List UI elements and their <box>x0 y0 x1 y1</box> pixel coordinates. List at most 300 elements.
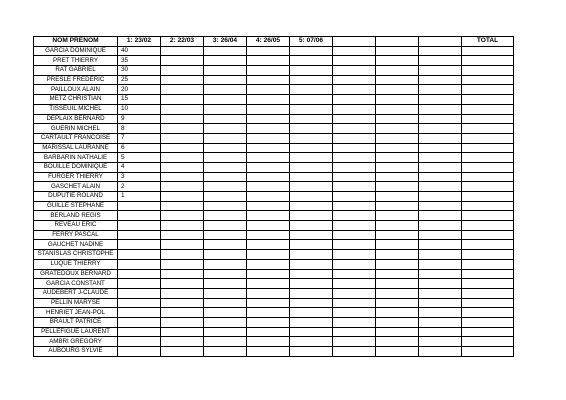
row-total-cell <box>462 153 514 163</box>
table-row <box>34 85 514 95</box>
row-score-cell <box>118 298 161 308</box>
row-empty-cell <box>161 250 204 260</box>
row-empty-cell <box>290 143 333 153</box>
table-row <box>34 75 514 85</box>
row-empty-cell <box>419 298 462 308</box>
row-score-cell <box>118 230 161 240</box>
row-empty-cell <box>247 337 290 347</box>
row-empty-cell <box>161 66 204 76</box>
row-empty-cell <box>376 95 419 105</box>
row-empty-cell <box>290 85 333 95</box>
row-empty-cell <box>419 317 462 327</box>
table-row <box>34 95 514 105</box>
row-empty-cell <box>290 66 333 76</box>
row-empty-cell <box>419 114 462 124</box>
row-empty-cell <box>247 230 290 240</box>
row-empty-cell <box>290 162 333 172</box>
row-empty-cell <box>290 279 333 289</box>
row-empty-cell <box>204 162 247 172</box>
row-empty-cell <box>333 308 376 318</box>
row-score-cell: 8 <box>118 124 161 134</box>
row-empty-cell <box>376 133 419 143</box>
row-empty-cell <box>376 192 419 202</box>
row-empty-cell <box>376 240 419 250</box>
row-score-cell <box>118 317 161 327</box>
table-row <box>34 279 514 289</box>
row-empty-cell <box>376 279 419 289</box>
row-empty-cell <box>419 240 462 250</box>
row-empty-cell <box>204 75 247 85</box>
row-empty-cell <box>376 347 419 357</box>
row-empty-cell <box>290 259 333 269</box>
row-name-cell: HENRIET JEAN-POL <box>34 308 118 318</box>
row-empty-cell <box>247 85 290 95</box>
row-empty-cell <box>247 288 290 298</box>
row-empty-cell <box>247 259 290 269</box>
table-row <box>34 230 514 240</box>
row-empty-cell <box>290 104 333 114</box>
row-empty-cell <box>161 75 204 85</box>
row-empty-cell <box>247 114 290 124</box>
row-empty-cell <box>419 192 462 202</box>
row-empty-cell <box>204 269 247 279</box>
row-empty-cell <box>333 259 376 269</box>
row-empty-cell <box>419 337 462 347</box>
row-score-cell <box>118 337 161 347</box>
row-empty-cell <box>290 211 333 221</box>
row-empty-cell <box>333 269 376 279</box>
row-score-cell <box>118 269 161 279</box>
row-empty-cell <box>376 211 419 221</box>
table-body <box>34 46 514 356</box>
row-empty-cell <box>290 56 333 66</box>
row-empty-cell <box>419 95 462 105</box>
row-empty-cell <box>247 95 290 105</box>
header-blank-1 <box>333 37 376 47</box>
row-empty-cell <box>376 269 419 279</box>
row-total-cell <box>462 221 514 231</box>
row-empty-cell <box>161 201 204 211</box>
row-empty-cell <box>376 66 419 76</box>
row-empty-cell <box>290 114 333 124</box>
row-empty-cell <box>290 230 333 240</box>
row-empty-cell <box>333 279 376 289</box>
row-empty-cell <box>290 269 333 279</box>
row-empty-cell <box>247 162 290 172</box>
row-empty-cell <box>376 143 419 153</box>
row-empty-cell <box>290 347 333 357</box>
row-score-cell: 15 <box>118 95 161 105</box>
row-empty-cell <box>204 124 247 134</box>
row-total-cell <box>462 211 514 221</box>
row-empty-cell <box>290 337 333 347</box>
row-empty-cell <box>204 201 247 211</box>
row-empty-cell <box>247 66 290 76</box>
row-empty-cell <box>247 56 290 66</box>
row-empty-cell <box>290 240 333 250</box>
row-empty-cell <box>247 250 290 260</box>
row-empty-cell <box>419 279 462 289</box>
row-empty-cell <box>290 192 333 202</box>
row-empty-cell <box>376 288 419 298</box>
row-empty-cell <box>247 279 290 289</box>
row-empty-cell <box>204 114 247 124</box>
row-empty-cell <box>247 124 290 134</box>
row-empty-cell <box>247 327 290 337</box>
row-empty-cell <box>376 85 419 95</box>
row-empty-cell <box>376 317 419 327</box>
table-row <box>34 308 514 318</box>
row-empty-cell <box>161 279 204 289</box>
row-empty-cell <box>333 133 376 143</box>
row-empty-cell <box>247 269 290 279</box>
row-empty-cell <box>419 347 462 357</box>
row-empty-cell <box>419 259 462 269</box>
row-empty-cell <box>333 347 376 357</box>
row-empty-cell <box>161 221 204 231</box>
row-empty-cell <box>247 172 290 182</box>
row-empty-cell <box>247 221 290 231</box>
row-empty-cell <box>376 182 419 192</box>
table-row <box>34 182 514 192</box>
row-empty-cell <box>204 347 247 357</box>
row-empty-cell <box>333 104 376 114</box>
row-name-cell: AUBOURG SYLVIE <box>34 347 118 357</box>
row-total-cell <box>462 124 514 134</box>
row-name-cell: BOUILLE DOMINIQUE <box>34 162 118 172</box>
row-empty-cell <box>290 298 333 308</box>
row-name-cell: GARCIA DOMINIQUE <box>34 46 118 56</box>
row-empty-cell <box>290 201 333 211</box>
table-row <box>34 288 514 298</box>
row-empty-cell <box>204 153 247 163</box>
row-score-cell: 5 <box>118 153 161 163</box>
row-empty-cell <box>290 95 333 105</box>
row-empty-cell <box>419 75 462 85</box>
row-empty-cell <box>161 56 204 66</box>
row-empty-cell <box>247 201 290 211</box>
row-empty-cell <box>419 269 462 279</box>
row-name-cell: PELLIN MARYSE <box>34 298 118 308</box>
table-row <box>34 46 514 56</box>
row-empty-cell <box>161 162 204 172</box>
row-total-cell <box>462 104 514 114</box>
row-empty-cell <box>161 104 204 114</box>
row-empty-cell <box>419 211 462 221</box>
row-empty-cell <box>419 104 462 114</box>
row-name-cell: GUERIN MICHEL <box>34 124 118 134</box>
row-empty-cell <box>204 192 247 202</box>
row-score-cell: 4 <box>118 162 161 172</box>
row-empty-cell <box>161 133 204 143</box>
row-total-cell <box>462 172 514 182</box>
row-score-cell <box>118 288 161 298</box>
table-row <box>34 172 514 182</box>
row-empty-cell <box>204 337 247 347</box>
row-empty-cell <box>161 337 204 347</box>
header-blank-3 <box>419 37 462 47</box>
row-score-cell: 6 <box>118 143 161 153</box>
row-empty-cell <box>419 250 462 260</box>
header-blank-2 <box>376 37 419 47</box>
row-total-cell <box>462 85 514 95</box>
row-empty-cell <box>247 298 290 308</box>
row-total-cell <box>462 347 514 357</box>
row-total-cell <box>462 75 514 85</box>
row-name-cell: FURGER THIERRY <box>34 172 118 182</box>
row-empty-cell <box>204 230 247 240</box>
row-empty-cell <box>247 153 290 163</box>
row-empty-cell <box>204 240 247 250</box>
row-empty-cell <box>333 221 376 231</box>
row-total-cell <box>462 298 514 308</box>
row-score-cell: 40 <box>118 46 161 56</box>
row-total-cell <box>462 192 514 202</box>
row-empty-cell <box>161 347 204 357</box>
row-empty-cell <box>161 317 204 327</box>
row-empty-cell <box>333 298 376 308</box>
table-row <box>34 153 514 163</box>
row-score-cell: 25 <box>118 75 161 85</box>
row-empty-cell <box>333 240 376 250</box>
header-total: TOTAL <box>462 37 514 47</box>
row-empty-cell <box>290 308 333 318</box>
row-empty-cell <box>376 230 419 240</box>
row-name-cell: REVEAU ERIC <box>34 221 118 231</box>
row-empty-cell <box>333 192 376 202</box>
row-name-cell: DUPUTIE ROLAND <box>34 192 118 202</box>
row-empty-cell <box>419 182 462 192</box>
table-row <box>34 114 514 124</box>
table-row <box>34 192 514 202</box>
row-name-cell: PELLEFIGUE LAURENT <box>34 327 118 337</box>
row-empty-cell <box>161 269 204 279</box>
row-empty-cell <box>161 327 204 337</box>
row-score-cell: 9 <box>118 114 161 124</box>
row-empty-cell <box>419 143 462 153</box>
row-empty-cell <box>376 221 419 231</box>
row-name-cell: FERRY PASCAL <box>34 230 118 240</box>
row-name-cell: TISSEUIL MICHEL <box>34 104 118 114</box>
table-row <box>34 250 514 260</box>
row-name-cell: PAILLOUX ALAIN <box>34 85 118 95</box>
row-score-cell: 30 <box>118 66 161 76</box>
row-empty-cell <box>204 279 247 289</box>
row-empty-cell <box>290 124 333 134</box>
row-empty-cell <box>376 201 419 211</box>
header-date-5: 5: 07/06 <box>290 37 333 47</box>
row-total-cell <box>462 269 514 279</box>
row-empty-cell <box>161 211 204 221</box>
row-empty-cell <box>161 240 204 250</box>
row-empty-cell <box>290 133 333 143</box>
row-empty-cell <box>290 317 333 327</box>
row-empty-cell <box>333 172 376 182</box>
row-empty-cell <box>204 308 247 318</box>
row-total-cell <box>462 327 514 337</box>
table-row <box>34 66 514 76</box>
table-row <box>34 317 514 327</box>
row-empty-cell <box>161 172 204 182</box>
row-empty-cell <box>161 308 204 318</box>
row-empty-cell <box>204 46 247 56</box>
table-row <box>34 124 514 134</box>
row-total-cell <box>462 259 514 269</box>
row-empty-cell <box>333 201 376 211</box>
row-empty-cell <box>419 133 462 143</box>
row-name-cell: DEPLAIX BERNARD <box>34 114 118 124</box>
row-total-cell <box>462 240 514 250</box>
header-row <box>34 37 514 47</box>
row-total-cell <box>462 337 514 347</box>
row-empty-cell <box>204 259 247 269</box>
table-row <box>34 298 514 308</box>
row-empty-cell <box>376 337 419 347</box>
row-total-cell <box>462 308 514 318</box>
row-score-cell: 1 <box>118 192 161 202</box>
row-total-cell <box>462 95 514 105</box>
row-empty-cell <box>419 66 462 76</box>
row-empty-cell <box>419 172 462 182</box>
row-score-cell <box>118 279 161 289</box>
row-empty-cell <box>376 75 419 85</box>
row-total-cell <box>462 279 514 289</box>
row-empty-cell <box>247 308 290 318</box>
row-empty-cell <box>376 124 419 134</box>
row-score-cell: 35 <box>118 56 161 66</box>
row-empty-cell <box>419 308 462 318</box>
row-empty-cell <box>247 104 290 114</box>
row-name-cell: GRATEDOUX BERNARD <box>34 269 118 279</box>
row-name-cell: RAT GABRIEL <box>34 66 118 76</box>
row-empty-cell <box>204 182 247 192</box>
row-empty-cell <box>419 201 462 211</box>
row-empty-cell <box>419 153 462 163</box>
row-empty-cell <box>419 230 462 240</box>
row-empty-cell <box>290 288 333 298</box>
row-score-cell <box>118 308 161 318</box>
row-empty-cell <box>204 85 247 95</box>
table-row <box>34 337 514 347</box>
row-name-cell: GASCHET ALAIN <box>34 182 118 192</box>
row-empty-cell <box>247 211 290 221</box>
row-empty-cell <box>376 250 419 260</box>
row-empty-cell <box>376 114 419 124</box>
row-empty-cell <box>247 46 290 56</box>
table-row <box>34 259 514 269</box>
row-empty-cell <box>376 56 419 66</box>
row-empty-cell <box>290 75 333 85</box>
row-empty-cell <box>419 327 462 337</box>
row-empty-cell <box>161 259 204 269</box>
row-empty-cell <box>419 288 462 298</box>
row-total-cell <box>462 288 514 298</box>
row-name-cell: AMBRI GREGORY <box>34 337 118 347</box>
row-total-cell <box>462 182 514 192</box>
row-name-cell: PRET THIERRY <box>34 56 118 66</box>
row-empty-cell <box>419 56 462 66</box>
row-empty-cell <box>333 162 376 172</box>
row-empty-cell <box>204 250 247 260</box>
row-empty-cell <box>161 298 204 308</box>
row-total-cell <box>462 114 514 124</box>
row-empty-cell <box>204 143 247 153</box>
row-name-cell: GAUCHET NADINE <box>34 240 118 250</box>
row-empty-cell <box>204 95 247 105</box>
row-empty-cell <box>333 317 376 327</box>
row-name-cell: AUDEBERT J-CLAUDE <box>34 288 118 298</box>
row-score-cell <box>118 211 161 221</box>
row-empty-cell <box>161 46 204 56</box>
row-empty-cell <box>161 182 204 192</box>
row-empty-cell <box>247 317 290 327</box>
row-empty-cell <box>376 46 419 56</box>
row-empty-cell <box>333 56 376 66</box>
row-score-cell: 20 <box>118 85 161 95</box>
row-empty-cell <box>419 124 462 134</box>
row-empty-cell <box>247 75 290 85</box>
row-empty-cell <box>376 172 419 182</box>
row-score-cell <box>118 327 161 337</box>
table-row <box>34 104 514 114</box>
table-row <box>34 221 514 231</box>
score-sheet <box>33 36 514 357</box>
row-empty-cell <box>333 114 376 124</box>
row-empty-cell <box>204 221 247 231</box>
row-empty-cell <box>333 230 376 240</box>
row-score-cell: 2 <box>118 182 161 192</box>
row-empty-cell <box>161 95 204 105</box>
row-empty-cell <box>204 298 247 308</box>
row-total-cell <box>462 66 514 76</box>
row-score-cell <box>118 347 161 357</box>
row-empty-cell <box>333 85 376 95</box>
row-empty-cell <box>290 153 333 163</box>
row-empty-cell <box>376 153 419 163</box>
row-score-cell <box>118 201 161 211</box>
row-empty-cell <box>204 66 247 76</box>
table-row <box>34 143 514 153</box>
row-score-cell: 10 <box>118 104 161 114</box>
row-empty-cell <box>247 347 290 357</box>
table-row <box>34 347 514 357</box>
row-empty-cell <box>333 66 376 76</box>
row-empty-cell <box>161 85 204 95</box>
row-empty-cell <box>290 172 333 182</box>
row-empty-cell <box>333 143 376 153</box>
row-empty-cell <box>333 46 376 56</box>
row-score-cell <box>118 259 161 269</box>
row-empty-cell <box>204 327 247 337</box>
row-empty-cell <box>161 114 204 124</box>
row-empty-cell <box>419 46 462 56</box>
row-empty-cell <box>204 172 247 182</box>
row-empty-cell <box>333 75 376 85</box>
row-empty-cell <box>419 162 462 172</box>
row-total-cell <box>462 201 514 211</box>
header-date-1: 1: 23/02 <box>118 37 161 47</box>
table-row <box>34 133 514 143</box>
row-empty-cell <box>247 133 290 143</box>
header-date-2: 2: 22/03 <box>161 37 204 47</box>
table-row <box>34 162 514 172</box>
row-empty-cell <box>419 85 462 95</box>
row-empty-cell <box>290 327 333 337</box>
row-empty-cell <box>333 124 376 134</box>
row-empty-cell <box>204 104 247 114</box>
row-empty-cell <box>247 192 290 202</box>
row-name-cell: METZ CHRISTIAN <box>34 95 118 105</box>
